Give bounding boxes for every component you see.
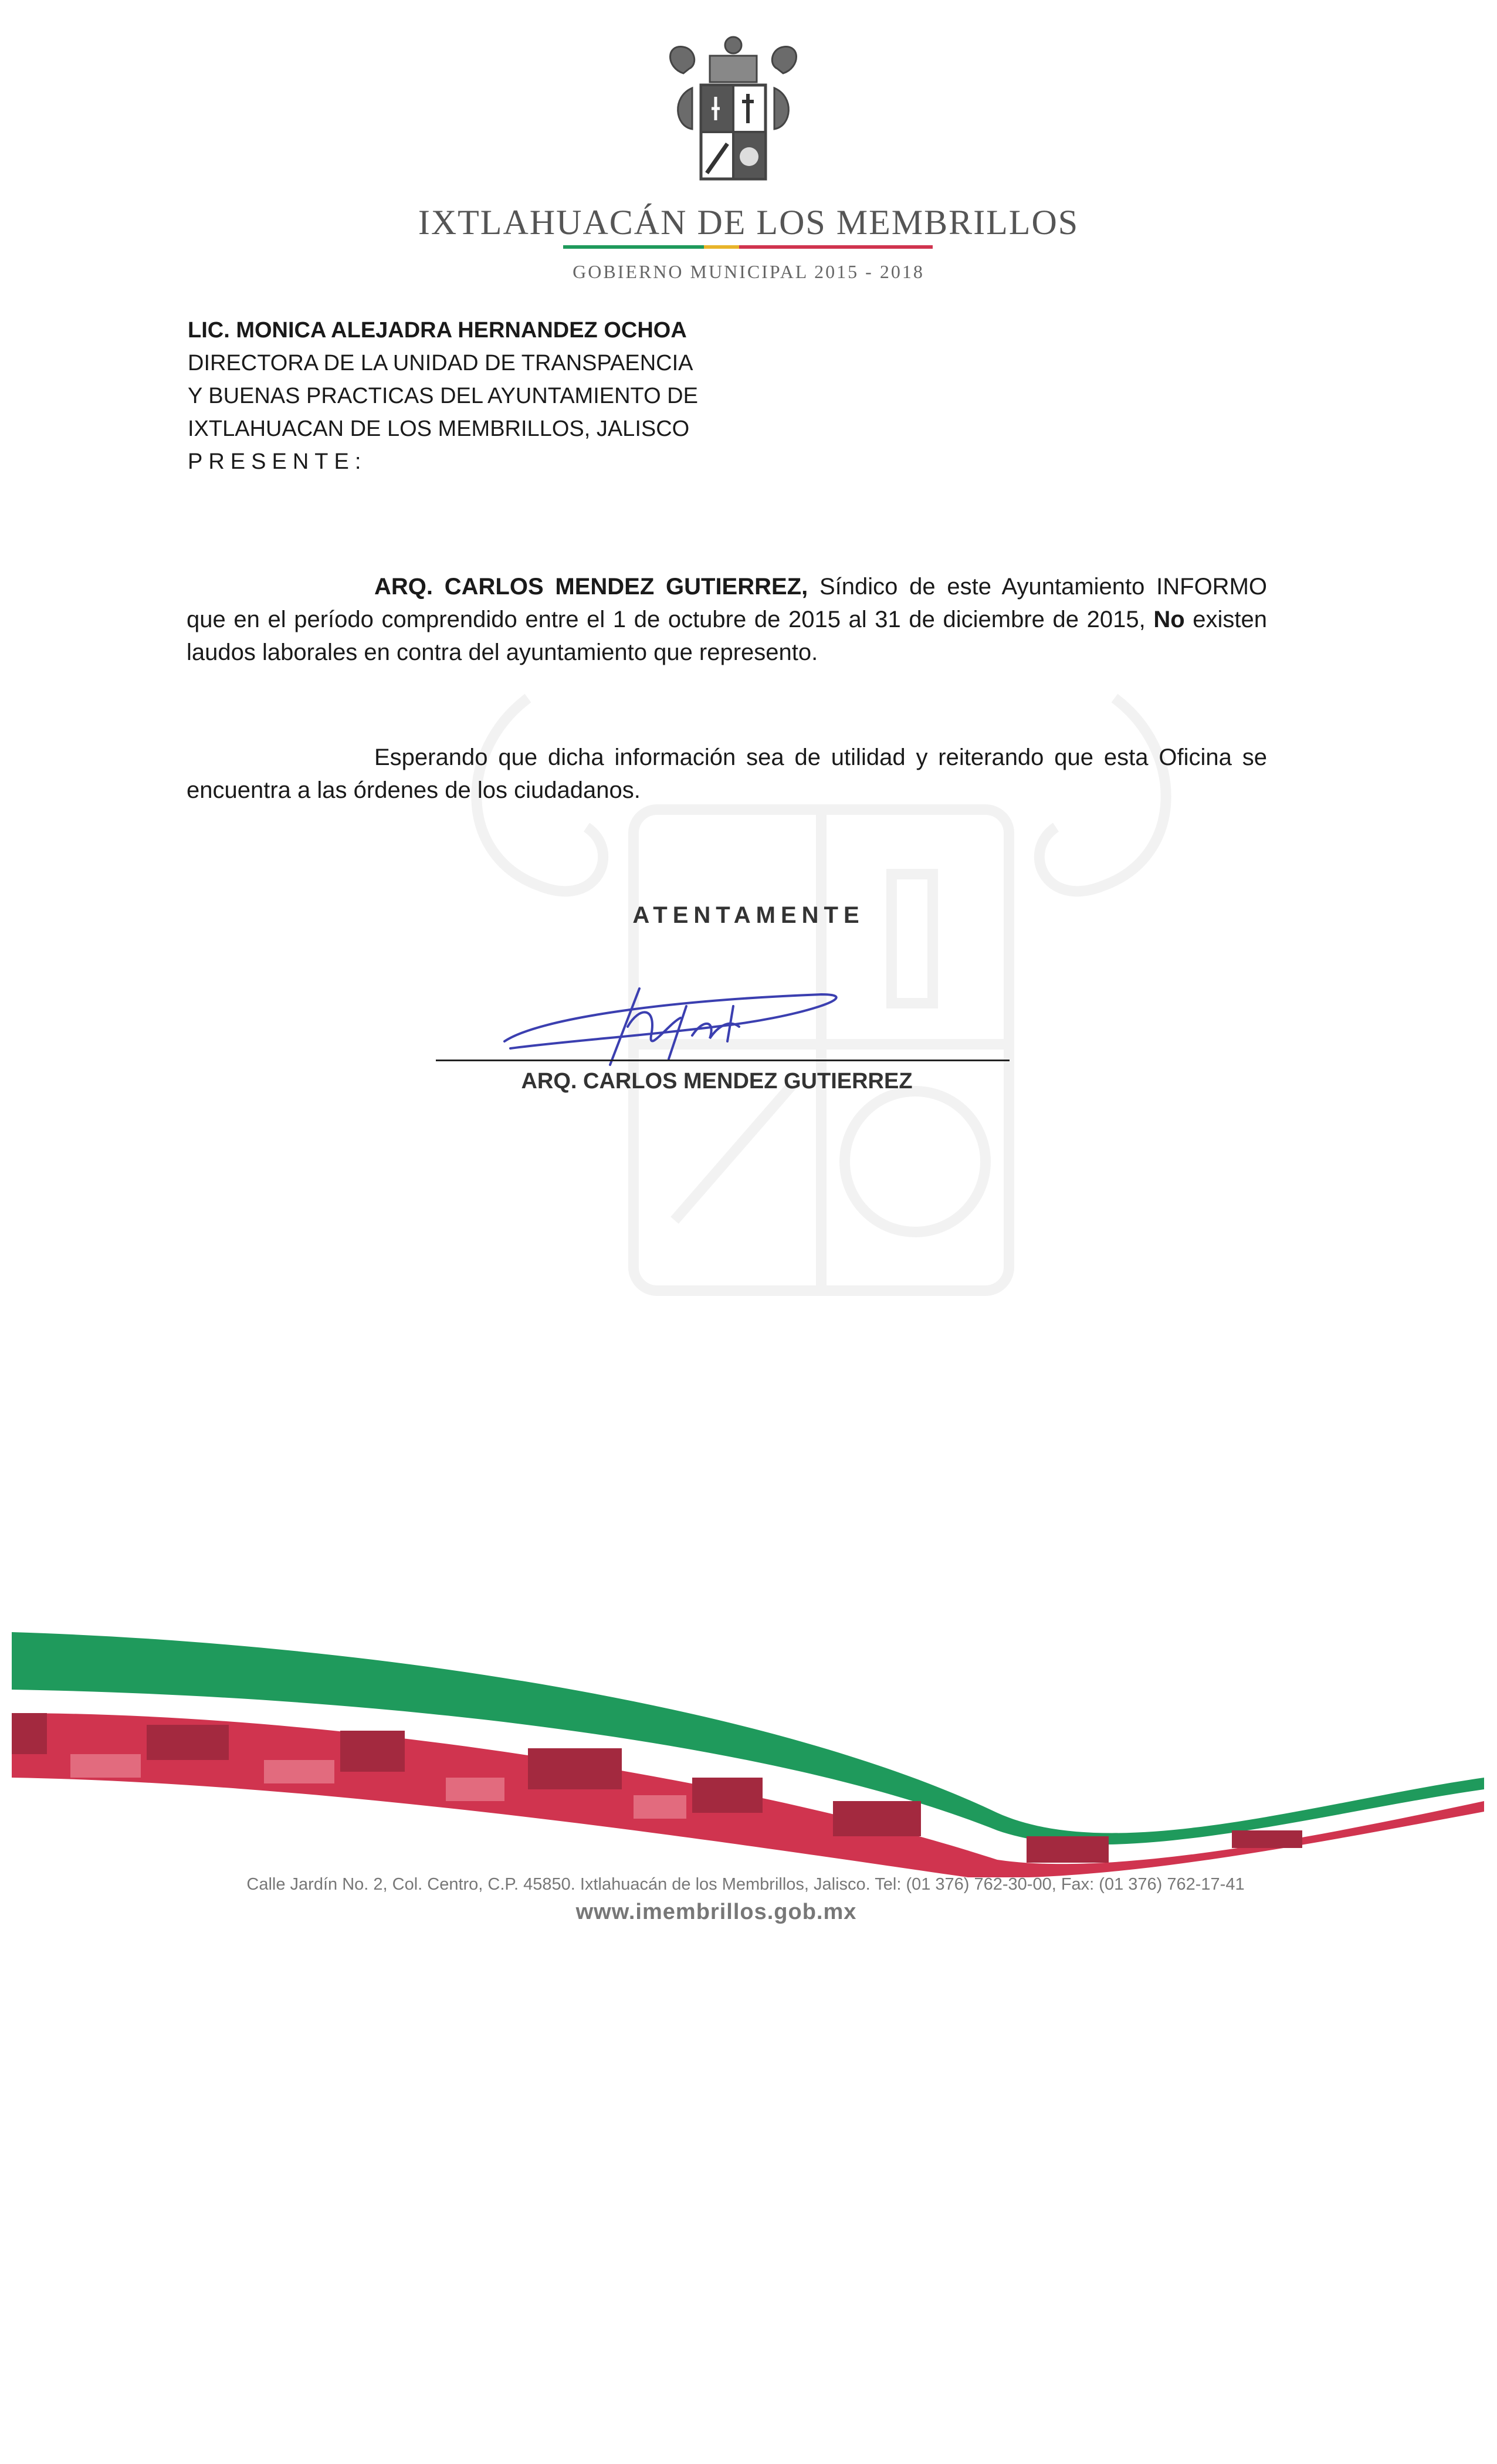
government-period: GOBIERNO MUNICIPAL 2015 - 2018 xyxy=(573,261,924,282)
green-underline xyxy=(563,245,704,249)
body-paragraph-1 xyxy=(187,570,1267,669)
body-paragraph-2 xyxy=(187,741,1267,807)
signer-name: ARQ. CARLOS MENDEZ GUTIERREZ xyxy=(521,1069,913,1094)
addressee-title-line-1: DIRECTORA DE LA UNIDAD DE TRANSPAENCIA xyxy=(188,351,693,375)
municipal-seal xyxy=(660,32,807,188)
presente-label: PRESENTE: xyxy=(188,449,367,474)
paragraph-2-text: Esperando que dicha información sea de utilidad y reiterando que esta Oficina se encuentra a las órdenes de los ciudadanos. xyxy=(187,744,1267,803)
footer-flag-wave xyxy=(0,1607,1497,1877)
addressee-name: LIC. MONICA ALEJADRA HERNANDEZ OCHOA xyxy=(188,318,687,343)
addressee-block xyxy=(188,314,698,478)
addressee-title-line-2: Y BUENAS PRACTICAS DEL AYUNTAMIENTO DE xyxy=(188,384,698,408)
municipality-name: IXTLAHUACÁN DE LOS MEMBRILLOS xyxy=(418,203,1079,242)
addressee-title-line-3: IXTLAHUACAN DE LOS MEMBRILLOS, JALISCO xyxy=(188,417,690,441)
paragraph-1-text-a: Síndico de este Ayuntamiento INFORMO que en el período comprendido entre el 1 de octubre de 2015 al 31 de diciembre de 2015, xyxy=(187,574,1267,632)
no-emphasis: No xyxy=(1153,607,1185,632)
signature-line xyxy=(436,1060,1010,1061)
handwritten-signature xyxy=(493,971,868,1074)
paragraph-1-text-b: existen laudos laborales en contra del ayuntamiento que represento. xyxy=(187,607,1268,665)
red-underline xyxy=(739,245,933,249)
footer-address: Calle Jardín No. 2, Col. Centro, C.P. 45850. Ixtlahuacán de los Membrillos, Jalisco. Tel: (01 376) 762-30-00, Fax: (01 376) 762-17-41 xyxy=(246,1875,1245,1894)
footer-website-link[interactable]: www.imembrillos.gob.mx xyxy=(575,1900,857,1924)
yellow-underline xyxy=(704,245,739,249)
sender-name: ARQ. CARLOS MENDEZ GUTIERREZ, xyxy=(374,574,808,600)
closing-atentamente: ATENTAMENTE xyxy=(632,902,865,928)
